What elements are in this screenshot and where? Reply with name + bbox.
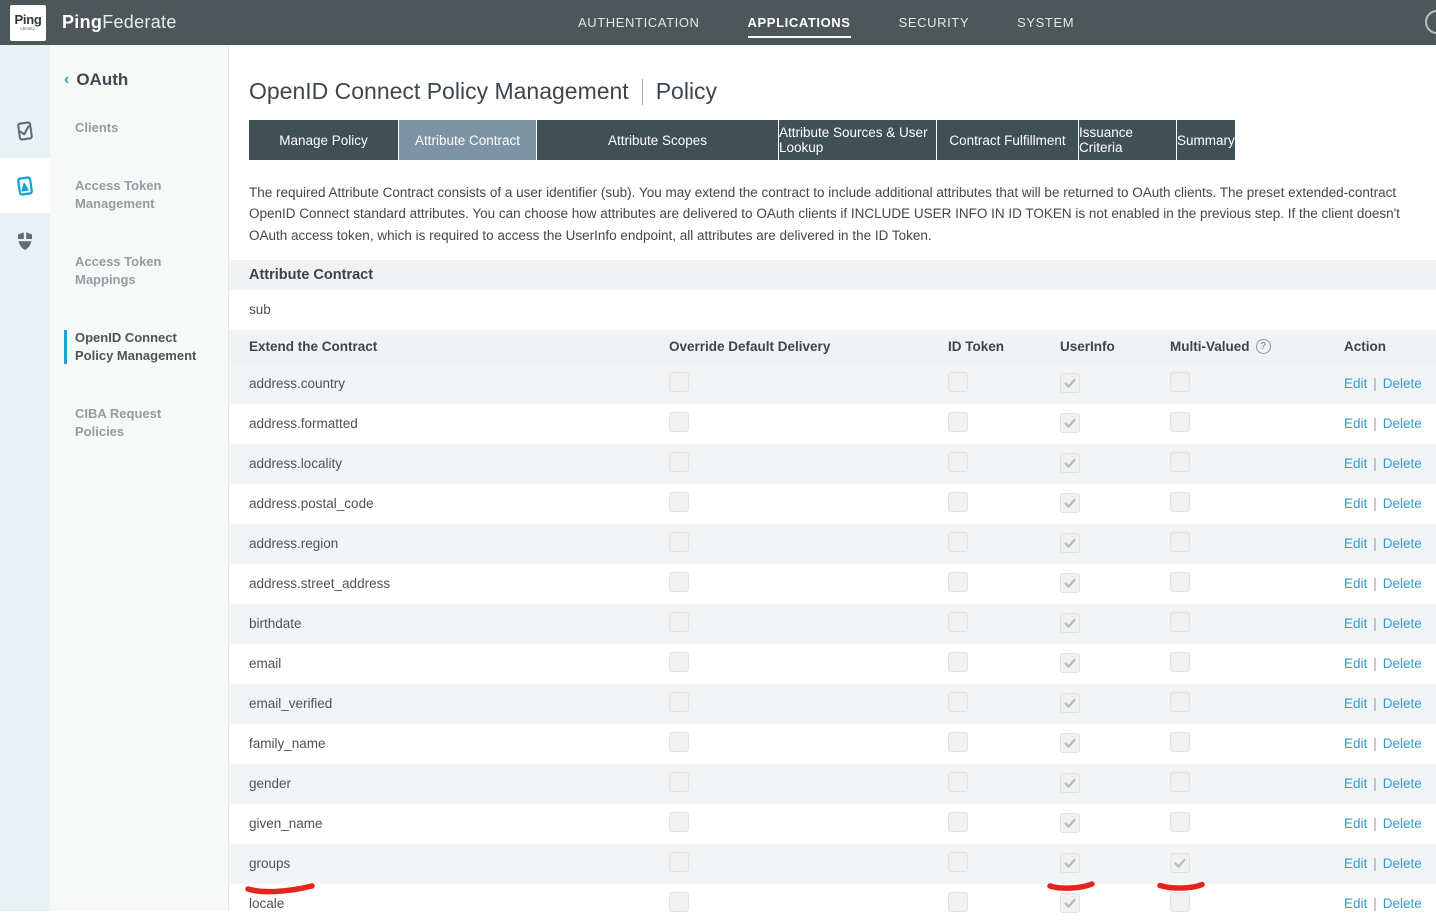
check-icon xyxy=(1062,415,1078,431)
pipe-separator: | xyxy=(1373,656,1377,672)
column-header-extend: Extend the Contract xyxy=(249,339,378,355)
edit-link[interactable]: Edit xyxy=(1344,736,1368,752)
action-cell xyxy=(1344,536,1436,551)
check-icon xyxy=(1062,855,1078,871)
sidebar xyxy=(50,45,229,911)
delete-link[interactable]: Delete xyxy=(1382,616,1422,632)
multi-valued-checkbox[interactable] xyxy=(1170,732,1190,752)
multi-valued-cell xyxy=(1170,492,1334,515)
pipe-separator: | xyxy=(1373,776,1377,792)
userinfo-checkbox[interactable] xyxy=(1060,573,1080,593)
override-checkbox[interactable] xyxy=(669,732,689,752)
pipe-separator: | xyxy=(1373,536,1377,552)
multi-valued-cell xyxy=(1170,732,1334,755)
multi-valued-checkbox[interactable] xyxy=(1170,492,1190,512)
multi-valued-checkbox[interactable] xyxy=(1170,572,1190,592)
table-row xyxy=(229,884,1436,924)
multi-valued-checkbox[interactable] xyxy=(1170,652,1190,672)
multi-valued-checkbox[interactable] xyxy=(1170,452,1190,472)
multi-valued-checkbox[interactable] xyxy=(1170,372,1190,392)
override-cell xyxy=(669,372,948,395)
page-title: OpenID Connect Policy Management xyxy=(249,78,629,104)
table-row xyxy=(229,484,1436,524)
userinfo-cell xyxy=(1060,453,1170,474)
table-row xyxy=(229,644,1436,684)
override-checkbox[interactable] xyxy=(669,452,689,472)
id-token-checkbox[interactable] xyxy=(948,412,968,432)
sidebar-item[interactable] xyxy=(75,405,203,441)
delete-link[interactable]: Delete xyxy=(1382,776,1422,792)
attribute-name: address.street_address xyxy=(249,576,391,592)
override-cell xyxy=(669,412,948,435)
ping-logo xyxy=(10,5,46,41)
action-cell xyxy=(1344,816,1436,831)
check-icon xyxy=(1062,695,1078,711)
override-cell xyxy=(669,572,948,595)
column-header-userinfo: UserInfo xyxy=(1060,339,1115,355)
override-checkbox[interactable] xyxy=(669,852,689,872)
sidebar-item[interactable] xyxy=(75,119,203,137)
tab[interactable]: Summary xyxy=(1177,120,1235,160)
attribute-name: email_verified xyxy=(249,696,333,712)
id-token-cell xyxy=(948,492,1060,515)
action-cell xyxy=(1344,576,1436,591)
id-token-checkbox[interactable] xyxy=(948,572,968,592)
action-cell xyxy=(1344,856,1436,871)
pipe-separator: | xyxy=(1373,376,1377,392)
userinfo-checkbox[interactable] xyxy=(1060,373,1080,393)
base-attribute-row: sub xyxy=(249,302,271,318)
userinfo-checkbox[interactable] xyxy=(1060,853,1080,873)
description xyxy=(249,182,1436,246)
tab-bar xyxy=(249,120,1436,160)
userinfo-checkbox[interactable] xyxy=(1060,533,1080,553)
multi-valued-cell xyxy=(1170,812,1334,835)
action-cell xyxy=(1344,416,1436,431)
id-token-cell xyxy=(948,412,1060,435)
id-token-cell xyxy=(948,732,1060,755)
applications-icon xyxy=(13,174,37,198)
rail-item-applications[interactable] xyxy=(0,158,50,213)
multi-valued-cell xyxy=(1170,892,1334,915)
action-cell xyxy=(1344,616,1436,631)
override-checkbox[interactable] xyxy=(669,492,689,512)
multi-valued-cell xyxy=(1170,412,1334,435)
id-token-cell xyxy=(948,652,1060,675)
delete-link[interactable]: Delete xyxy=(1382,656,1422,672)
delete-link[interactable]: Delete xyxy=(1382,696,1422,712)
check-icon xyxy=(1062,655,1078,671)
pipe-separator: | xyxy=(1373,736,1377,752)
userinfo-checkbox[interactable] xyxy=(1060,813,1080,833)
override-cell xyxy=(669,772,948,795)
delete-link[interactable]: Delete xyxy=(1382,496,1422,512)
table-row xyxy=(229,444,1436,484)
check-icon xyxy=(1062,535,1078,551)
main-content xyxy=(229,45,1436,911)
action-cell xyxy=(1344,656,1436,671)
attribute-name: groups xyxy=(249,856,669,871)
id-token-cell xyxy=(948,532,1060,555)
brand-light: Federate xyxy=(102,12,177,32)
override-checkbox[interactable] xyxy=(669,772,689,792)
override-cell xyxy=(669,692,948,715)
override-checkbox[interactable] xyxy=(669,652,689,672)
column-header-override: Override Default Delivery xyxy=(669,339,831,355)
check-icon xyxy=(1062,575,1078,591)
override-checkbox[interactable] xyxy=(669,692,689,712)
attribute-name: address.region xyxy=(249,536,339,552)
id-token-cell xyxy=(948,692,1060,715)
id-token-checkbox[interactable] xyxy=(948,892,968,912)
edit-link[interactable]: Edit xyxy=(1344,416,1368,432)
userinfo-cell xyxy=(1060,813,1170,834)
pipe-separator: | xyxy=(1373,576,1377,592)
edit-link[interactable]: Edit xyxy=(1344,616,1368,632)
userinfo-cell xyxy=(1060,413,1170,434)
userinfo-checkbox[interactable] xyxy=(1060,733,1080,753)
brand-title xyxy=(62,12,177,33)
table-header-row xyxy=(229,330,1436,364)
multi-valued-cell xyxy=(1170,532,1334,555)
multi-valued-checkbox[interactable] xyxy=(1170,892,1190,912)
multi-valued-cell xyxy=(1170,612,1334,635)
id-token-checkbox[interactable] xyxy=(948,772,968,792)
rail-item-security[interactable] xyxy=(0,213,50,268)
security-shield-icon xyxy=(13,229,37,253)
edit-link[interactable]: Edit xyxy=(1344,376,1368,392)
userinfo-checkbox[interactable] xyxy=(1060,773,1080,793)
check-icon xyxy=(1062,775,1078,791)
id-token-cell xyxy=(948,812,1060,835)
attribute-name: locale xyxy=(249,896,285,912)
id-token-checkbox[interactable] xyxy=(948,812,968,832)
id-token-cell xyxy=(948,572,1060,595)
table-row xyxy=(229,404,1436,444)
multi-valued-cell xyxy=(1170,572,1334,595)
delete-link[interactable]: Delete xyxy=(1382,576,1422,592)
override-cell xyxy=(669,812,948,835)
delete-link[interactable]: Delete xyxy=(1382,456,1422,472)
id-token-cell xyxy=(948,852,1060,875)
id-token-checkbox[interactable] xyxy=(948,372,968,392)
pipe-separator: | xyxy=(1373,896,1377,912)
multi-valued-cell xyxy=(1170,853,1334,874)
tab[interactable]: Attribute Scopes xyxy=(537,120,778,160)
description-line-1: The required Attribute Contract consists of a user identifier (sub). You may extend the contract to include additional attributes that will be returned to OAuth clients. The preset extended-contract xyxy=(249,185,1397,200)
attribute-name: address.country xyxy=(249,376,346,392)
override-cell xyxy=(669,892,948,915)
delete-link[interactable]: Delete xyxy=(1382,736,1422,752)
id-token-checkbox[interactable] xyxy=(948,852,968,872)
delete-link[interactable]: Delete xyxy=(1382,856,1422,872)
override-cell xyxy=(669,852,948,875)
userinfo-cell xyxy=(1060,853,1170,874)
override-checkbox[interactable] xyxy=(669,572,689,592)
edit-link[interactable]: Edit xyxy=(1344,576,1368,592)
pipe-separator: | xyxy=(1373,496,1377,512)
id-token-cell xyxy=(948,452,1060,475)
delete-link[interactable]: Delete xyxy=(1382,536,1422,552)
table-row xyxy=(229,684,1436,724)
multi-valued-checkbox[interactable] xyxy=(1170,412,1190,432)
sidebar-section-title: OAuth xyxy=(76,70,129,89)
sidebar-item-label: Access Token Mappings xyxy=(75,254,162,287)
table-row xyxy=(229,604,1436,644)
check-icon xyxy=(1062,455,1078,471)
sidebar-item[interactable] xyxy=(75,177,203,213)
userinfo-cell xyxy=(1060,493,1170,514)
delete-link[interactable]: Delete xyxy=(1382,896,1422,912)
tab[interactable]: Attribute Sources & User Lookup xyxy=(779,120,936,160)
multi-valued-checkbox[interactable] xyxy=(1170,532,1190,552)
edit-link[interactable]: Edit xyxy=(1344,776,1368,792)
attribute-name: family_name xyxy=(249,736,326,752)
edit-link[interactable]: Edit xyxy=(1344,696,1368,712)
chevron-left-icon: ‹ xyxy=(64,71,70,88)
override-checkbox[interactable] xyxy=(669,892,689,912)
userinfo-checkbox[interactable] xyxy=(1060,613,1080,633)
multi-valued-cell xyxy=(1170,452,1334,475)
edit-link[interactable]: Edit xyxy=(1344,896,1368,912)
override-checkbox[interactable] xyxy=(669,812,689,832)
override-checkbox[interactable] xyxy=(669,532,689,552)
override-checkbox[interactable] xyxy=(669,412,689,432)
description-line-3: OAuth access token, which is required to access the UserInfo endpoint, all attributes are delivered in the ID Token. xyxy=(249,227,932,243)
id-token-checkbox[interactable] xyxy=(948,492,968,512)
nav-item[interactable]: APPLICATIONS xyxy=(748,11,851,34)
userinfo-cell xyxy=(1060,613,1170,634)
attribute-name: address.postal_code xyxy=(249,496,374,512)
id-token-checkbox[interactable] xyxy=(948,612,968,632)
table-row xyxy=(229,364,1436,404)
check-icon xyxy=(1062,375,1078,391)
id-token-checkbox[interactable] xyxy=(948,732,968,752)
table-row xyxy=(229,524,1436,564)
help-icon[interactable]: ? xyxy=(1256,339,1271,354)
pipe-separator: | xyxy=(1373,416,1377,432)
override-cell xyxy=(669,612,948,635)
override-cell xyxy=(669,652,948,675)
attribute-name: birthdate xyxy=(249,616,302,632)
attribute-name: given_name xyxy=(249,816,323,832)
userinfo-cell xyxy=(1060,653,1170,674)
userinfo-checkbox[interactable] xyxy=(1060,453,1080,473)
multi-valued-checkbox[interactable] xyxy=(1170,853,1190,873)
userinfo-cell xyxy=(1060,733,1170,754)
check-icon xyxy=(1172,855,1188,871)
column-header-action: Action xyxy=(1344,339,1386,355)
id-token-checkbox[interactable] xyxy=(948,532,968,552)
sidebar-item-label: Access Token Management xyxy=(75,178,162,211)
userinfo-checkbox[interactable] xyxy=(1060,653,1080,673)
delete-link[interactable]: Delete xyxy=(1382,816,1422,832)
attribute-contract-section-header: Attribute Contract xyxy=(229,260,1436,290)
check-icon xyxy=(1062,815,1078,831)
edit-link[interactable]: Edit xyxy=(1344,536,1368,552)
edit-link[interactable]: Edit xyxy=(1344,456,1368,472)
tab[interactable]: Attribute Contract xyxy=(399,120,536,160)
attribute-name: gender xyxy=(249,776,292,792)
tab[interactable]: Manage Policy xyxy=(249,120,398,160)
table-row xyxy=(229,764,1436,804)
check-icon xyxy=(1062,735,1078,751)
table-row xyxy=(229,724,1436,764)
table-row xyxy=(229,564,1436,604)
multi-valued-cell xyxy=(1170,652,1334,675)
id-token-checkbox[interactable] xyxy=(948,652,968,672)
pipe-separator: | xyxy=(1373,456,1377,472)
pipe-separator: | xyxy=(1373,816,1377,832)
check-icon xyxy=(1062,495,1078,511)
brand-bold: Ping xyxy=(62,12,103,32)
edit-link[interactable]: Edit xyxy=(1344,816,1368,832)
id-token-cell xyxy=(948,372,1060,395)
multi-valued-label: Multi-Valued xyxy=(1170,339,1250,355)
userinfo-checkbox[interactable] xyxy=(1060,893,1080,913)
userinfo-cell xyxy=(1060,773,1170,794)
userinfo-cell xyxy=(1060,533,1170,554)
sidebar-item[interactable] xyxy=(75,329,203,365)
title-divider xyxy=(642,79,643,105)
override-checkbox[interactable] xyxy=(669,372,689,392)
sidebar-item-label: Clients xyxy=(75,120,119,135)
id-token-checkbox[interactable] xyxy=(948,452,968,472)
action-cell xyxy=(1344,496,1436,511)
active-indicator-bar xyxy=(64,330,67,364)
action-cell xyxy=(1344,776,1436,791)
nav-item[interactable]: SECURITY xyxy=(898,15,970,30)
override-checkbox[interactable] xyxy=(669,612,689,632)
override-cell xyxy=(669,492,948,515)
nav-item[interactable]: AUTHENTICATION xyxy=(578,15,700,30)
sidebar-item-label: OpenID Connect Policy Management xyxy=(75,330,197,363)
search-icon[interactable] xyxy=(1425,10,1436,34)
override-cell xyxy=(669,532,948,555)
check-icon xyxy=(1062,615,1078,631)
attribute-name: email xyxy=(249,656,282,672)
app-header xyxy=(0,0,1436,45)
sidebar-item[interactable] xyxy=(75,253,203,289)
nav-item[interactable]: SYSTEM xyxy=(1017,15,1075,30)
id-token-cell xyxy=(948,612,1060,635)
action-cell xyxy=(1344,376,1436,391)
multi-valued-checkbox[interactable] xyxy=(1170,692,1190,712)
multi-valued-checkbox[interactable] xyxy=(1170,612,1190,632)
id-token-cell xyxy=(948,772,1060,795)
userinfo-checkbox[interactable] xyxy=(1060,493,1080,513)
ping-logo-subtext: Identity. xyxy=(20,26,36,31)
override-cell xyxy=(669,732,948,755)
pipe-separator: | xyxy=(1373,696,1377,712)
page-title-row xyxy=(249,78,1436,105)
pipe-separator: | xyxy=(1373,856,1377,872)
column-header-multi-valued xyxy=(1170,339,1334,354)
userinfo-cell xyxy=(1060,573,1170,594)
multi-valued-checkbox[interactable] xyxy=(1170,812,1190,832)
id-token-checkbox[interactable] xyxy=(948,692,968,712)
edit-link[interactable]: Edit xyxy=(1344,656,1368,672)
userinfo-checkbox[interactable] xyxy=(1060,413,1080,433)
attribute-table xyxy=(229,364,1436,924)
ping-logo-text: Ping xyxy=(14,12,42,27)
tab[interactable]: Contract Fulfillment xyxy=(937,120,1078,160)
delete-link[interactable]: Delete xyxy=(1382,376,1422,392)
action-cell xyxy=(1344,456,1436,471)
override-cell xyxy=(669,452,948,475)
multi-valued-cell xyxy=(1170,372,1334,395)
delete-link[interactable]: Delete xyxy=(1382,416,1422,432)
description-line-2: OpenID Connect standard attributes. You can choose how attributes are delivered to OAuth clients if INCLUDE USER INFO IN ID TOKEN is not enabled in the previous step. If the client doesn't xyxy=(249,206,1400,222)
sidebar-back-oauth[interactable] xyxy=(64,70,228,90)
icon-rail xyxy=(0,45,50,911)
rail-item-authentication[interactable] xyxy=(0,103,50,158)
tab[interactable]: Issuance Criteria xyxy=(1079,120,1176,160)
id-token-cell xyxy=(948,892,1060,915)
pipe-separator: | xyxy=(1373,616,1377,632)
page-subtitle: Policy xyxy=(655,78,718,104)
sidebar-item-label: CIBA Request Policies xyxy=(75,406,162,439)
multi-valued-checkbox[interactable] xyxy=(1170,772,1190,792)
table-row xyxy=(229,844,1436,884)
action-cell xyxy=(1344,696,1436,711)
action-cell xyxy=(1344,896,1436,911)
edit-link[interactable]: Edit xyxy=(1344,496,1368,512)
attribute-name: address.locality xyxy=(249,456,343,472)
top-nav xyxy=(578,0,1074,45)
column-header-id-token: ID Token xyxy=(948,339,1005,355)
multi-valued-cell xyxy=(1170,692,1334,715)
table-row xyxy=(229,804,1436,844)
authentication-clipboard-check-icon xyxy=(13,119,37,143)
action-cell xyxy=(1344,736,1436,751)
check-icon xyxy=(1062,895,1078,911)
userinfo-cell xyxy=(1060,893,1170,914)
userinfo-cell xyxy=(1060,693,1170,714)
edit-link[interactable]: Edit xyxy=(1344,856,1368,872)
userinfo-checkbox[interactable] xyxy=(1060,693,1080,713)
attribute-name: address.formatted xyxy=(249,416,358,432)
multi-valued-cell xyxy=(1170,772,1334,795)
userinfo-cell xyxy=(1060,373,1170,394)
